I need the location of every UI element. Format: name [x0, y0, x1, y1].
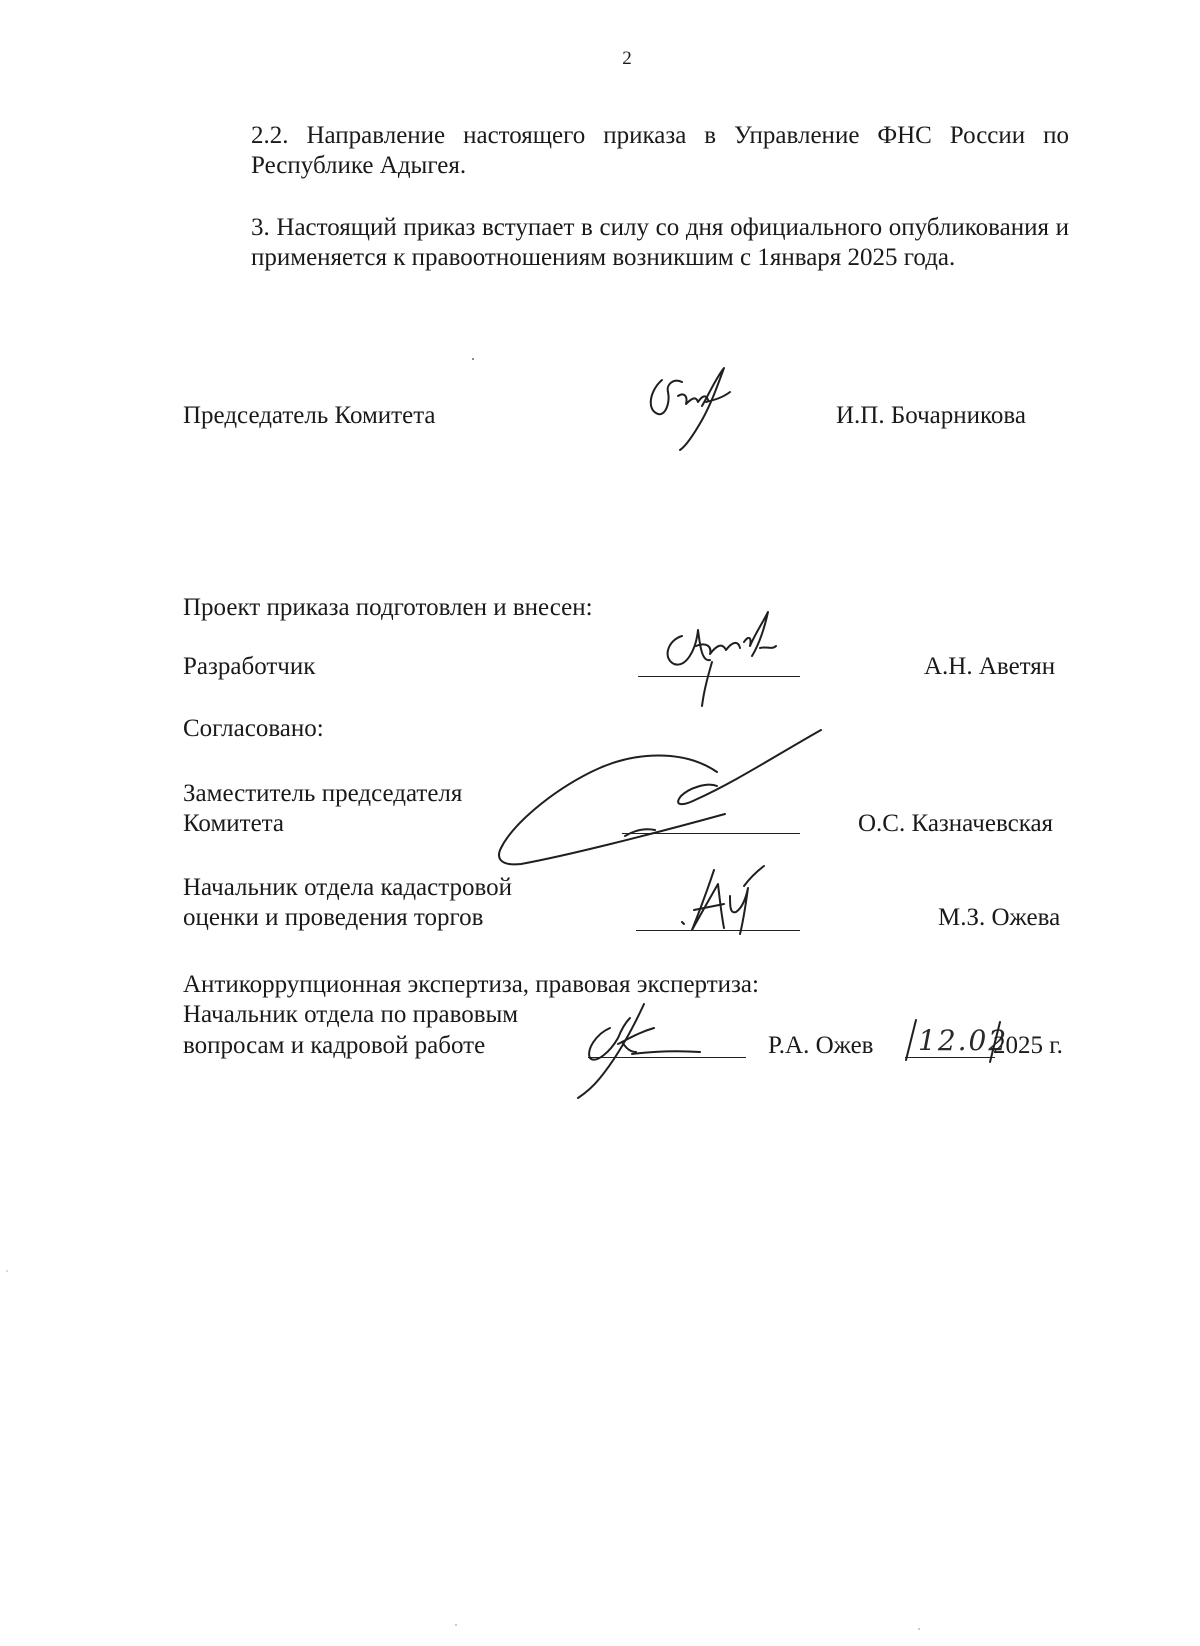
- bocharnikova-signature-icon: [640, 362, 750, 452]
- scan-speck: [918, 1628, 920, 1630]
- head-name: М.З. Ожева: [938, 904, 1061, 931]
- scan-speck: [472, 358, 474, 360]
- developer-title: Разработчик: [183, 653, 316, 680]
- head-title-line2: оценки и проведения торгов: [183, 904, 484, 931]
- expertise-name: Р.А. Ожев: [768, 1032, 874, 1059]
- chairman-name: И.П. Бочарникова: [836, 402, 1026, 429]
- developer-name: А.Н. Аветян: [924, 653, 1056, 680]
- paragraph-2-2-text: 2.2. Направление настоящего приказа в Управление ФНС России по Республике Адыгея.: [251, 122, 1069, 179]
- expertise-title-line2: вопросам и кадровой работе: [183, 1032, 486, 1059]
- avetyan-signature-icon: [652, 606, 812, 716]
- project-heading: Проект приказа подготовлен и внесен:: [183, 594, 593, 621]
- agreed-heading: Согласовано:: [183, 715, 324, 742]
- paragraph-3: [183, 213, 1069, 273]
- deputy-title-line1: Заместитель председателя: [183, 780, 463, 807]
- scan-speck: [455, 1624, 457, 1626]
- deputy-title-line2: Комитета: [183, 810, 285, 837]
- page-number: 2: [622, 48, 632, 69]
- deputy-name: О.С. Казначевская: [858, 810, 1054, 837]
- head-title-line1: Начальник отдела кадастровой: [183, 874, 512, 901]
- paragraph-3-text: 3. Настоящий приказ вступает в силу со дня официального опубликования и применяется к правоотношениям возникшим с 1января 2025 года.: [251, 214, 1069, 271]
- scan-speck: [6, 1270, 8, 1272]
- expertise-title-line1: Начальник отдела по правовым: [183, 1001, 519, 1028]
- chairman-title: Председатель Комитета: [183, 402, 436, 429]
- date-suffix: 2025 г.: [993, 1032, 1063, 1059]
- expertise-heading: Антикоррупционная экспертиза, правовая экспертиза:: [183, 971, 759, 998]
- ozheva-signature-icon: [680, 862, 790, 942]
- date-handwritten: 12.02: [918, 1024, 1009, 1057]
- kaznachevskaya-signature-icon: [495, 726, 825, 876]
- ozhev-signature-icon: [570, 998, 720, 1098]
- paragraph-2-2: [183, 121, 1069, 181]
